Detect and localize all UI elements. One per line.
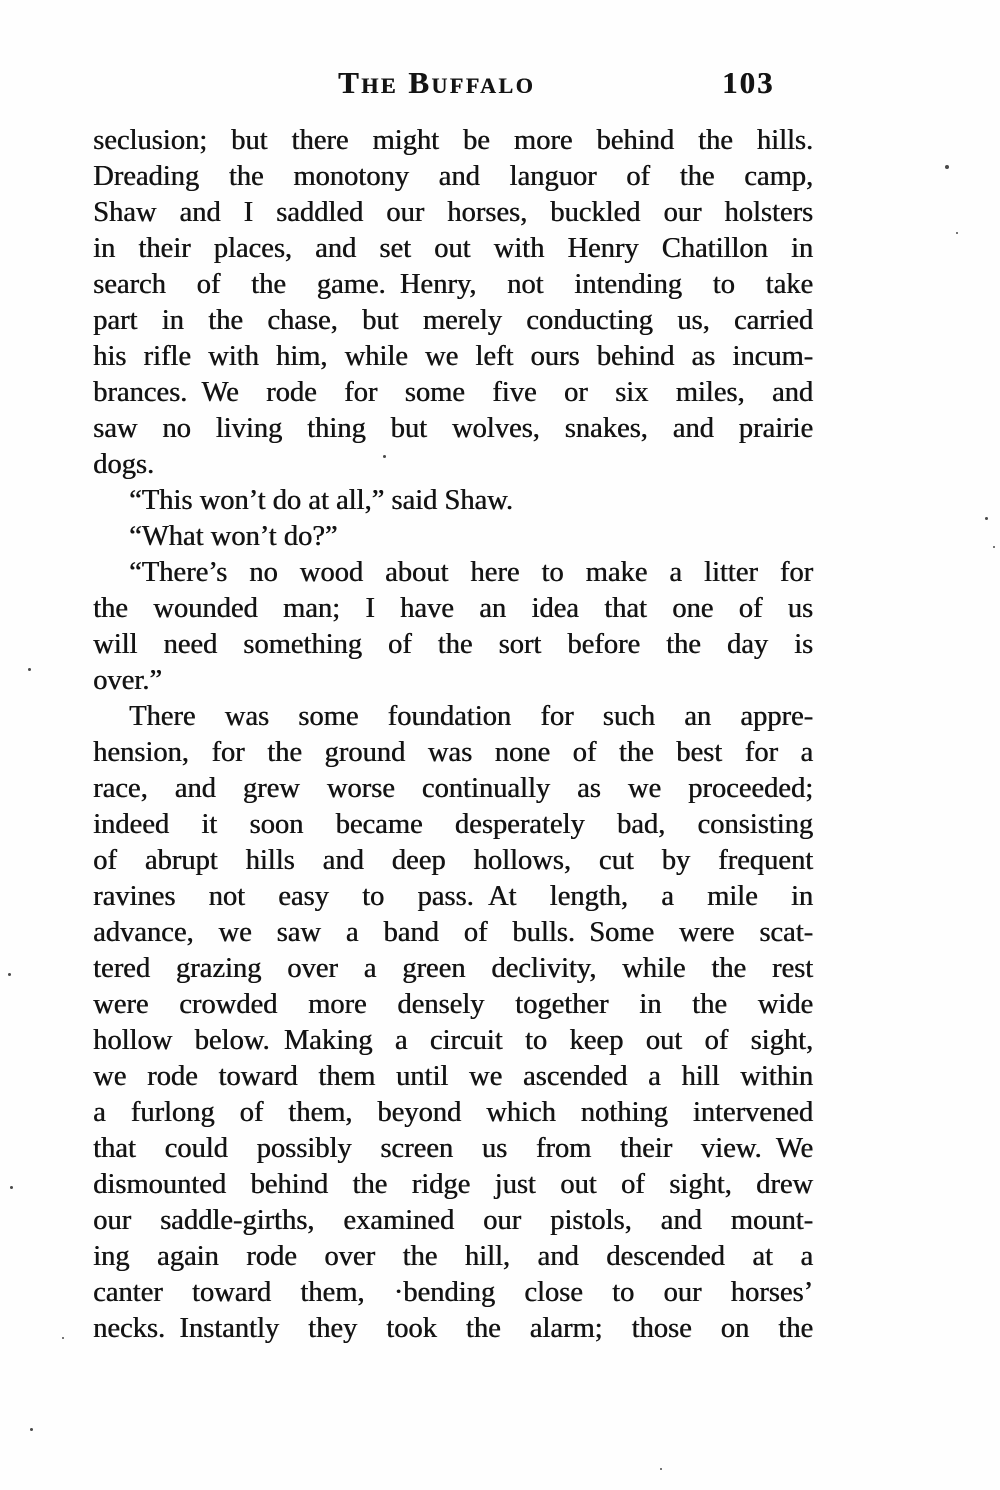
text-line: of abrupt hills and deep hollows, cut by frequent	[93, 845, 813, 876]
text-line: brances. We rode for some five or six miles, and	[93, 377, 813, 408]
text-line: over.”	[93, 665, 162, 696]
text-line: ing again rode over the hill, and descended at a	[93, 1241, 813, 1272]
text-line: his rifle with him, while we left ours behind as incum-	[93, 341, 813, 372]
text-line: Shaw and I saddled our horses, buckled our holsters	[93, 197, 813, 228]
text-line: advance, we saw a band of bulls. Some were scat-	[93, 917, 813, 948]
text-line: necks. Instantly they took the alarm; those on the	[93, 1313, 813, 1344]
text-line: tered grazing over a green declivity, while the rest	[93, 953, 813, 984]
running-header	[0, 63, 1000, 103]
text-line: in their places, and set out with Henry Chatillon in	[93, 233, 813, 264]
text-line: dogs.	[93, 449, 154, 480]
scan-speck	[8, 973, 11, 976]
scan-speck	[10, 1186, 13, 1189]
chapter-title: The Buffalo	[338, 65, 536, 100]
body-text	[93, 123, 813, 1347]
text-line: a furlong of them, beyond which nothing intervened	[93, 1097, 813, 1128]
text-line: ravines not easy to pass. At length, a mile in	[93, 881, 813, 912]
text-line: saw no living thing but wolves, snakes, and prairie	[93, 413, 813, 444]
text-line: There was some foundation for such an appre-	[129, 701, 813, 732]
text-line: the wounded man; I have an idea that one of us	[93, 593, 813, 624]
text-line: were crowded more densely together in the wide	[93, 989, 813, 1020]
scan-speck	[660, 1468, 662, 1470]
text-line: indeed it soon became desperately bad, consisting	[93, 809, 813, 840]
text-line: dismounted behind the ridge just out of sight, drew	[93, 1169, 813, 1200]
scan-speck	[28, 668, 31, 671]
scan-speck	[956, 232, 958, 234]
text-line: hension, for the ground was none of the best for a	[93, 737, 813, 768]
text-line: canter toward them, ·bending close to our horses’	[93, 1277, 813, 1308]
text-line: search of the game. Henry, not intending to take	[93, 269, 813, 300]
text-line: “What won’t do?”	[129, 521, 338, 552]
text-line: hollow below. Making a circuit to keep out of sight,	[93, 1025, 813, 1056]
scan-speck	[62, 1337, 64, 1339]
page-number: 103	[722, 65, 775, 100]
text-line: that could possibly screen us from their view. We	[93, 1133, 813, 1164]
text-line: seclusion; but there might be more behind the hills.	[93, 125, 813, 156]
scan-speck	[30, 1428, 33, 1431]
scan-speck	[985, 517, 988, 520]
text-line: will need something of the sort before the day is	[93, 629, 813, 660]
scan-speck	[993, 546, 995, 548]
scan-speck	[945, 165, 949, 169]
text-line: “This won’t do at all,” said Shaw.	[129, 485, 513, 516]
text-line: our saddle-girths, examined our pistols, and mount-	[93, 1205, 813, 1236]
text-line: Dreading the monotony and languor of the camp,	[93, 161, 813, 192]
text-line: race, and grew worse continually as we proceeded;	[93, 773, 813, 804]
scan-speck	[383, 455, 386, 458]
text-line: part in the chase, but merely conducting us, carried	[93, 305, 813, 336]
text-line: we rode toward them until we ascended a hill within	[93, 1061, 813, 1092]
text-line: “There’s no wood about here to make a litter for	[129, 557, 813, 588]
